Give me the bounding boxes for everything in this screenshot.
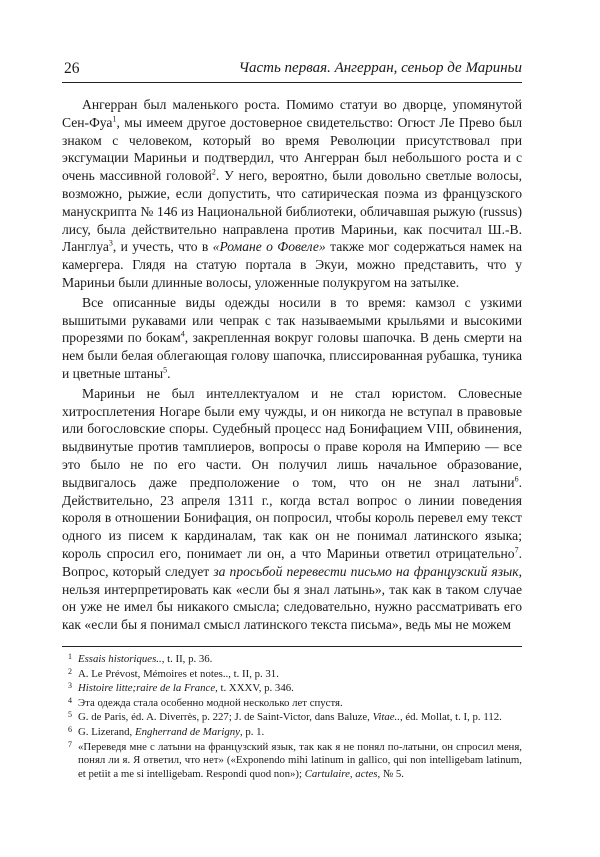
text-run: . У него, вероятно, были довольно светлые волосы, возможно, рыжие, если допустить, что сатирическая поэма из французского манускрипта № 146 из Национальной библиотеки, обличавшая рыжую (russus) лису, была действительно направлена против Мариньи, как посчитал Ш.-В. Ланглуа [62,168,522,255]
footnote-number: 3 [68,681,72,691]
text-run: . [167,365,171,381]
text-run: . Вопрос, который следует [62,545,522,579]
footnote-ref[interactable]: 5 [163,365,168,375]
footnote-ref[interactable]: 4 [180,329,185,339]
paragraph-1 [62,96,522,292]
footnote-ref[interactable]: 3 [108,238,113,248]
work-title: «Романе о Фовеле» [212,239,326,255]
text-run: Все описанные виды одежды носили в то время: камзол с узкими вышитыми рукавами или чепрак с так называемыми крыльями и высокими прорезями по бокам [62,294,522,346]
footnote-title: Histoire litte;raire de la France [78,682,216,695]
text-run: , мы имеем другое достоверное свидетельство: Огюст Ле Прево был знаком с человеком, который во время Революции присутствовал при эксгумации Мариньи и подтвердил, что Ангерран был небольшого роста и с очень массивной головой [62,114,522,184]
footnote-text: , t. II, p. 36. [161,653,213,665]
text-run: , и учесть, что в [112,239,213,255]
emphasis: за просьбой перевести письмо на французский язык [213,563,519,579]
text-run: Ангерран был маленького роста. Помимо статуи во дворце, упомянутой Сен-Фуа [62,97,522,130]
footnote-title: Engherrand de Marigny [134,725,240,738]
footnote-text: Эта одежда стала особенно модной несколько лет спустя. [78,696,343,709]
footnote-text: , p. 1. [239,725,265,738]
footnote-text: G. de Paris, éd. A. Diverrès, p. 227; J. de Saint-Victor, dans Baluze, [78,711,373,724]
body-text [62,96,522,634]
footnote-text: G. Lizerand, [78,725,135,738]
footnote-text: , éd. Mollat, t. I, p. 112. [399,711,502,724]
text-run: , закрепленная вокруг головы шапочка. В день смерти на нем были белая облегающая голову шапочка, плиссированная рубашка, туника и цветные штаны [62,330,522,381]
footnote-title: Essais historiques.. [78,653,162,665]
footnote-7 [62,741,522,782]
footnote-number: 6 [68,724,72,734]
footnote-title: Vitae.. [372,711,400,724]
footnote-1 [62,653,522,667]
page-number: 26 [64,60,80,77]
footnote-3 [62,682,522,696]
footnote-2 [62,668,522,682]
footnote-text: A. Le Prévost, Mémoires et notes.., t. II, p. 31. [78,667,279,680]
footnote-number: 5 [68,710,72,720]
footnotes [62,646,522,782]
text-run: также мог содержаться намек на камергера. Глядя на статую портала в Экуи, можно представить, что у Мариньи были длинные волосы, уложенные полукругом на затылке. [62,239,522,290]
footnote-number: 7 [68,739,72,749]
footnote-ref[interactable]: 2 [211,167,216,177]
footnote-ref[interactable]: 1 [112,114,117,124]
text-run: . Действительно, 23 апреля 1311 г., когда встал вопрос о линии поведения короля в отношении Бонифация, он попросил, чтобы король перевел ему текст одного из писем к кардиналам, так как он не понимал латинского языка; король спросил его, понимает ли он, а что Мариньи ответил отрицательно [62,474,522,561]
footnote-number: 4 [68,695,72,705]
footnote-text: , t. XXXV, p. 346. [215,682,294,695]
footnote-ref[interactable]: 6 [514,474,519,484]
footnote-number: 2 [68,666,72,676]
footnote-4 [62,697,522,711]
footnote-ref[interactable]: 7 [514,545,519,555]
footnote-text: , № 5. [377,767,404,780]
page-header [62,58,522,83]
footnote-text: «Переведя мне с латыни на французский язык, так как я не понял по-латыни, он спросил меня, понял ли я. Я ответил, что нет» («Exponendo mihi latinum in gallico, qui non intelligebam latinum, et petiit a me si intelligebam. Respondi quod non»); [78,740,522,780]
footnote-title: Cartulaire, actes [304,767,378,780]
footnote-5 [62,711,522,725]
footnote-6 [62,726,522,740]
running-title: Часть первая. Ангерран, сеньор де Мариньи [238,60,522,76]
paragraph-2 [62,294,522,383]
text-run: , нельзя интерпретировать как «если бы я знал латынь», так как в таком случае он уже не имел бы никакого смысла; следовательно, нужно рассматривать его как «если бы я понимал смысл латинского текста письма», ведь мы не можем [62,563,522,633]
footnote-number: 1 [68,652,72,661]
paragraph-3 [62,385,522,634]
text-run: Мариньи не был интеллектуалом и не стал юристом. Словесные хитросплетения Ногаре были ему чужды, и он никогда не вступал в правовые или богословские споры. Судебный процесс над Бонифацием VIII, обвинения, выдвинутые против тамплиеров, вопросы о праве короля на Империю — все это было не по его части. Он получил лишь начальное образование, выдвигалось даже предположение о том, что он не знал латыни [62,385,522,490]
